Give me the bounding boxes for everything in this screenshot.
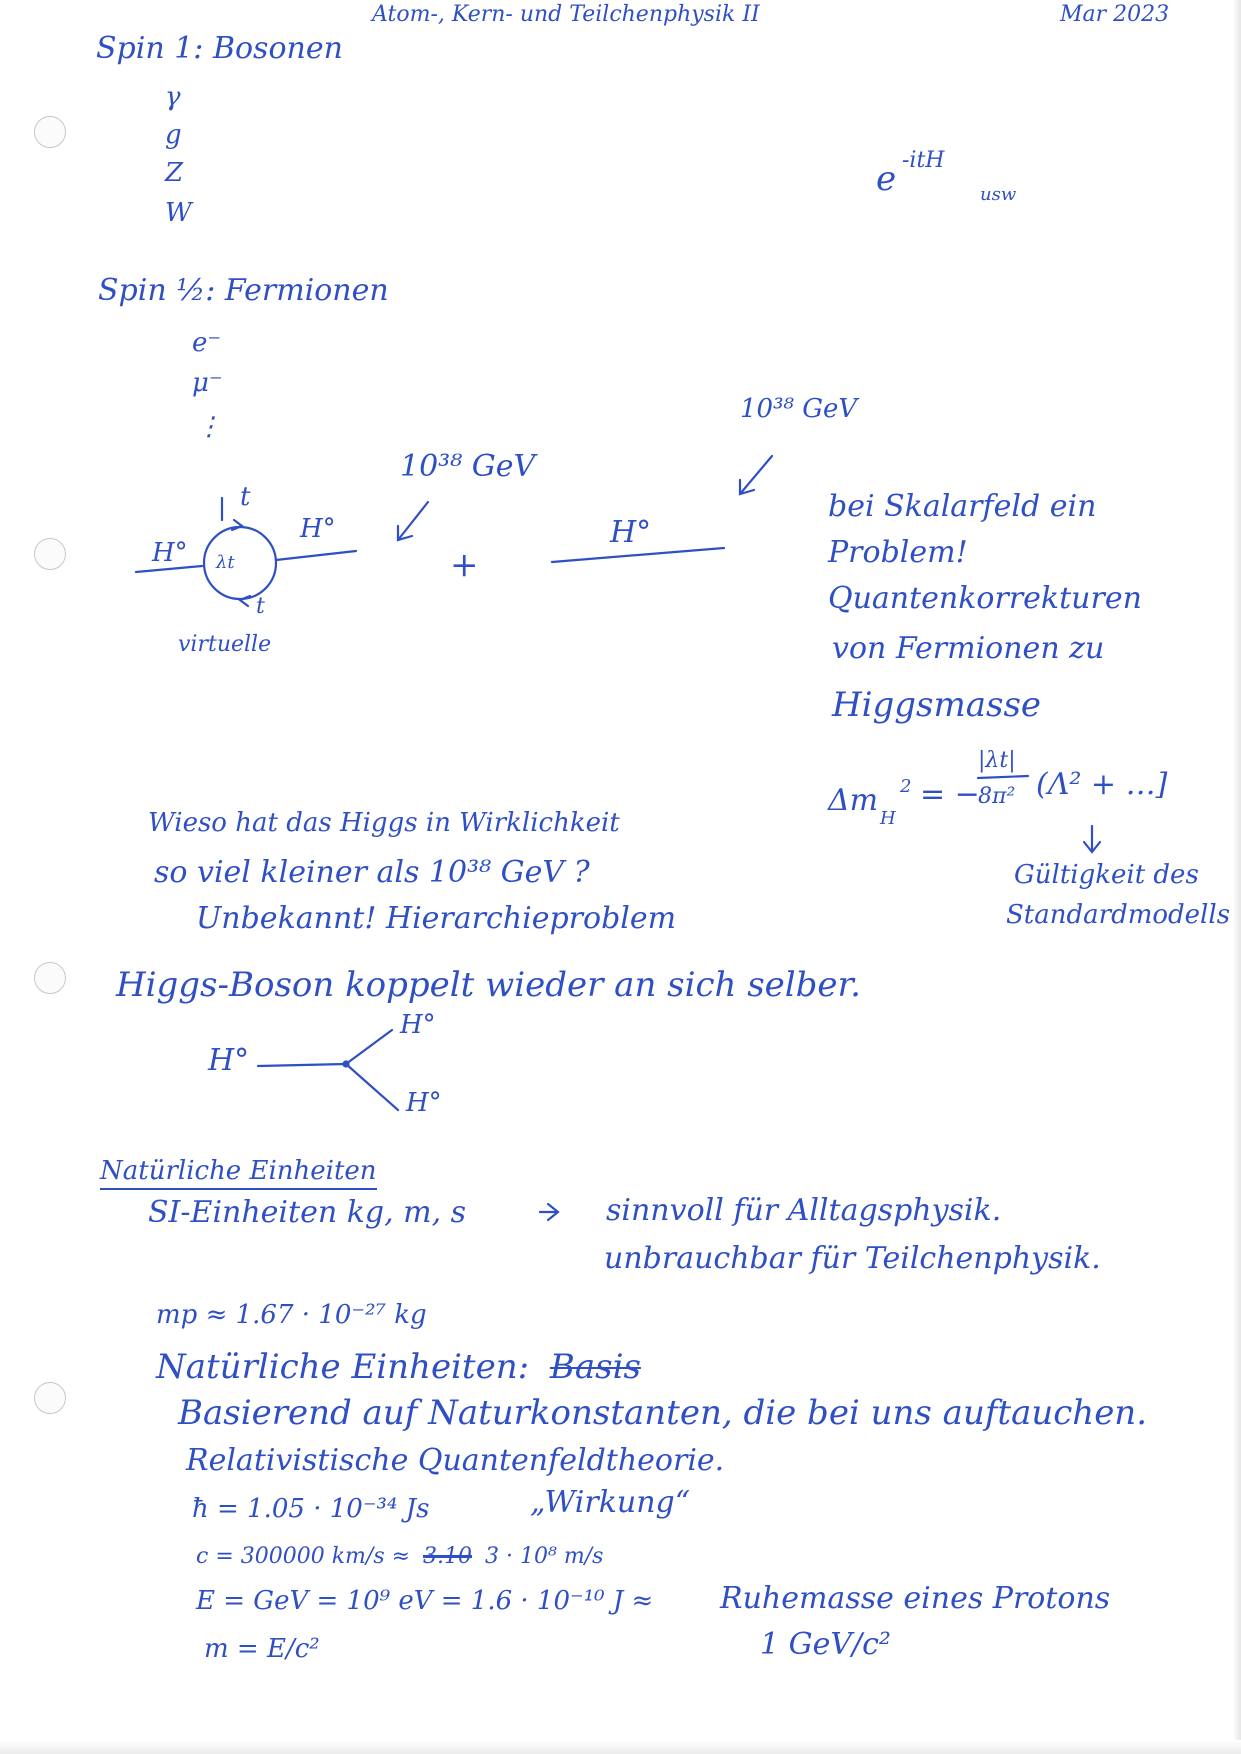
formula-note: Standardmodells [1006,900,1231,930]
vertex-h-out: H° [406,1088,442,1118]
fermion-item: e⁻ [192,328,222,358]
loop-caption: virtuelle [178,632,272,657]
units-title-text: Natürliche Einheiten [100,1156,377,1190]
c-line-struck: 3.10 [423,1544,473,1569]
c-line-value: c = 300000 km/s ≈ [196,1544,411,1569]
units-title [100,1158,377,1184]
loop-arrow-bottom [240,596,250,606]
problem-line: bei Skalarfeld ein [828,489,1097,524]
tree-energy: 10³⁸ GeV [740,394,858,424]
boson-item: g [165,120,182,150]
formula-lhs-sup: 2 [900,776,912,797]
vertex-h-out: H° [400,1010,436,1040]
nat-units-struck: Basis [549,1347,641,1387]
problem-line: Quantenkorrekturen [828,581,1142,616]
nat-units-label: Natürliche Einheiten: [156,1347,530,1387]
boson-item: γ [165,82,181,112]
phase-suffix: usw [980,184,1017,205]
formula-rhs: (Λ² + …] [1036,767,1168,802]
tree-label-h: H° [610,515,652,550]
fermions-title: Spin ½: Fermionen [98,273,389,308]
formula-lhs-sub: H [880,808,896,829]
higgs-line-right [276,551,356,560]
date: Mar 2023 [1060,2,1170,27]
loop-label-bottom: t [256,594,265,619]
question-line: Wieso hat das Higgs in Wirklichkeit [148,808,620,838]
top-loop [204,527,276,599]
higgs-in-line [258,1064,346,1066]
gevc-line: 1 GeV/c² [760,1627,891,1662]
selfcoupling-text: Higgs-Boson koppelt wieder an sich selber. [116,965,861,1005]
formula-num: |λt| [978,748,1016,773]
higgs-out-line [346,1030,392,1064]
loop-label-h-right: H° [300,514,336,544]
question-line: Unbekannt! Hierarchieproblem [196,901,677,936]
phase-base: e [876,159,897,199]
c-line-value2: 3 · 10⁸ m/s [485,1544,604,1569]
loop-label-h-left: H° [152,538,188,568]
ruhemasse-line: Ruhemasse eines Protons [720,1581,1111,1616]
fraction-bar [978,776,1028,778]
basis-line: Relativistische Quantenfeldtheorie. [186,1443,725,1478]
course-title: Atom-, Kern- und Teilchenphysik II [372,2,760,27]
formula-eq: = − [920,777,980,812]
bosons-title: Spin 1: Bosonen [96,31,343,66]
energy-arrow [398,502,428,540]
nat-units-line [156,1347,641,1387]
higgs-out-line [346,1064,398,1110]
sinnvoll-line: sinnvoll für Alltagsphysik. [606,1193,1002,1228]
formula-lhs: Δm [828,783,879,818]
mass-line: m = E/c² [204,1634,320,1664]
proton-mass: mp ≈ 1.67 · 10⁻²⁷ kg [156,1300,427,1330]
unbrauchbar-line: unbrauchbar für Teilchenphysik. [604,1241,1101,1276]
hbar-line: ħ = 1.05 · 10⁻³⁴ Js [192,1494,430,1524]
energy-line: E = GeV = 10⁹ eV = 1.6 · 10⁻¹⁰ J ≈ [196,1586,654,1616]
higgs-propagator [552,548,724,562]
problem-line: Higgsmasse [832,685,1042,725]
boson-item: Z [165,158,184,188]
phase-exponent: -itH [902,148,945,173]
basis-line: Basierend auf Naturkonstanten, die bei uns auftauchen. [178,1393,1148,1433]
problem-line: Problem! [828,535,968,570]
vertex-h-in: H° [208,1043,250,1078]
formula-den: 8π² [978,784,1016,809]
wirkung-label: „Wirkung“ [530,1485,691,1520]
energy-arrow [740,456,772,494]
formula-note: Gültigkeit des [1014,860,1199,890]
question-line: so viel kleiner als 10³⁸ GeV ? [154,855,590,890]
c-line [196,1546,603,1568]
plus-sign: + [450,545,479,585]
problem-line: von Fermionen zu [832,631,1105,666]
loop-arrow-top [232,520,242,530]
implies-arrow [540,1204,558,1220]
loop-label-inner: λt [216,552,235,573]
fermion-item: μ⁻ [192,368,223,398]
loop-energy: 10³⁸ GeV [400,449,536,484]
si-line: SI-Einheiten kg, m, s [148,1195,467,1230]
loop-label-top: t [240,482,251,512]
boson-item: W [165,198,192,228]
fermion-item: ⋮ [196,412,222,442]
